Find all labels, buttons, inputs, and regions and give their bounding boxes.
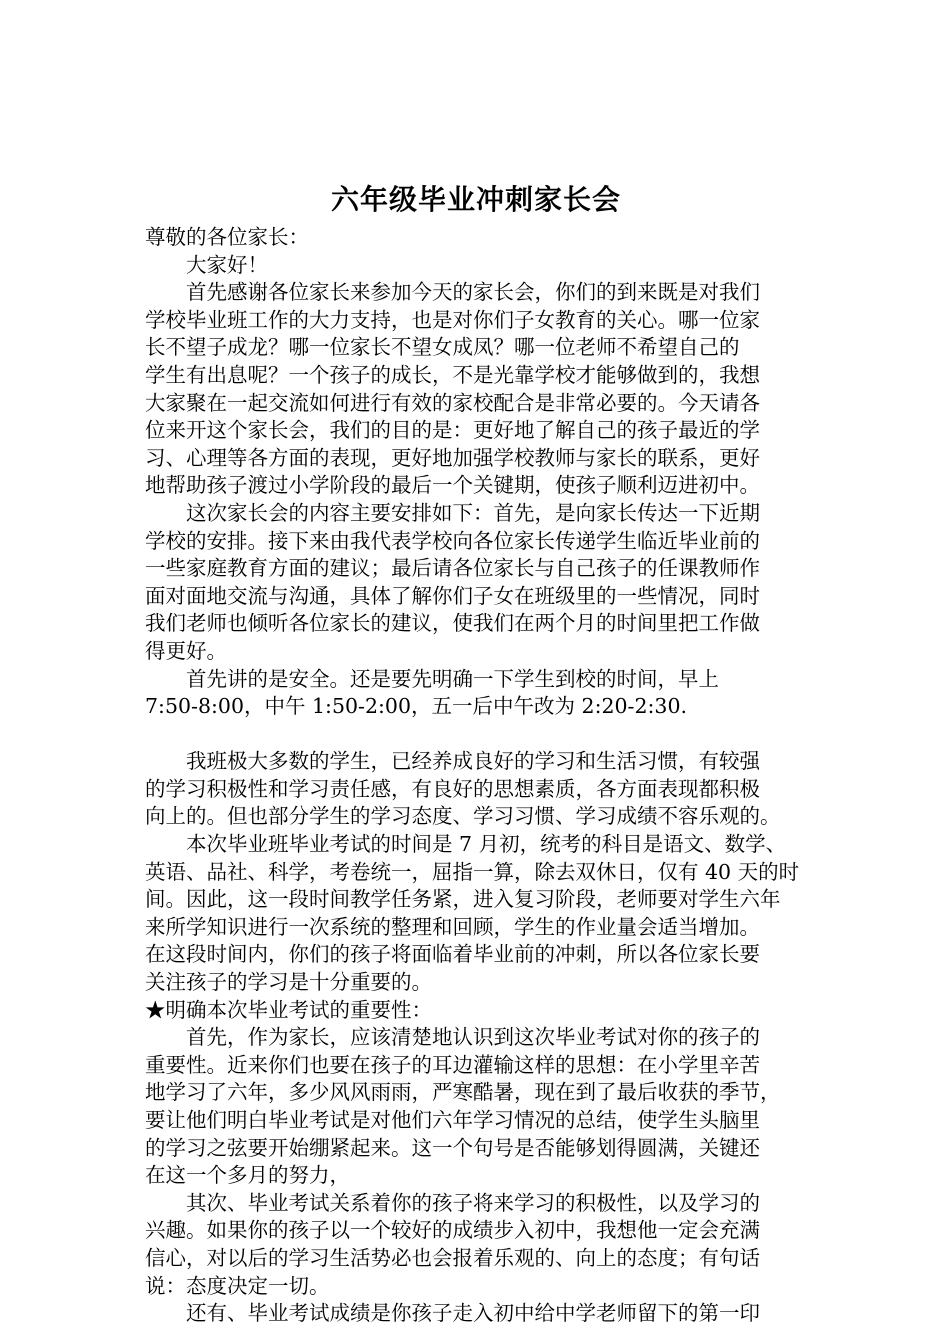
text-line: 说：态度决定一切。 <box>145 1273 330 1298</box>
text-line: 面对面地交流与沟通，具体了解你们子女在班级里的一些情况，同时 <box>145 583 760 608</box>
text-line: 学校的安排。接下来由我代表学校向各位家长传递学生临近毕业前的 <box>145 528 760 553</box>
document-body <box>145 224 807 1328</box>
text-line: 学校毕业班工作的大力支持，也是对你们子女教育的关心。哪一位家 <box>145 307 760 332</box>
text-line: 习、心理等各方面的表现，更好地加强学校教师与家长的联系，更好 <box>145 445 760 470</box>
text-line: 关注孩子的学习是十分重要的。 <box>145 970 432 995</box>
text-line: 我班极大多数的学生，已经养成良好的学习和生活习惯，有较强 <box>145 749 760 774</box>
text-line: 7:50-8:00，中午 1:50-2:00，五一后中午改为 2:20-2:30. <box>145 694 688 719</box>
text-line: 兴趣。如果你的孩子以一个较好的成绩步入初中，我想他一定会充满 <box>145 1218 760 1243</box>
text-line: 的学习积极性和学习责任感，有良好的思想素质，各方面表现都积极 <box>145 776 760 801</box>
text-line: 本次毕业班毕业考试的时间是 7 月初，统考的科目是语文、数学、 <box>145 832 787 857</box>
text-line: 这次家长会的内容主要安排如下：首先，是向家长传达一下近期 <box>145 500 760 525</box>
text-line: 来所学知识进行一次系统的整理和回顾，学生的作业量会适当增加。 <box>145 914 760 939</box>
text-line: 首先感谢各位家长来参加今天的家长会，你们的到来既是对我们 <box>145 280 760 305</box>
text-line: 我们老师也倾听各位家长的建议，使我们在两个月的时间里把工作做 <box>145 611 760 636</box>
document-page <box>145 178 807 1328</box>
text-line: 地学习了六年，多少风风雨雨，严寒酷暑，现在到了最后收获的季节， <box>145 1080 781 1105</box>
text-line: 在这一个多月的努力， <box>145 1163 350 1188</box>
text-line: 地帮助孩子渡过小学阶段的最后一个关键期，使孩子顺利迈进初中。 <box>145 473 760 498</box>
text-line: 大家聚在一起交流如何进行有效的家校配合是非常必要的。今天请各 <box>145 390 760 415</box>
text-line: 长不望子成龙？哪一位家长不望女成凤？哪一位老师不希望自己的 <box>145 335 740 360</box>
text-line: 重要性。近来你们也要在孩子的耳边灌输这样的思想：在小学里辛苦 <box>145 1052 760 1077</box>
document-title: 六年级毕业冲刺家长会 <box>330 183 621 216</box>
text-line: 在这段时间内，你们的孩子将面临着毕业前的冲刺，所以各位家长要 <box>145 942 760 967</box>
text-line: 要让他们明白毕业考试是对他们六年学习情况的总结，使学生头脑里 <box>145 1108 760 1132</box>
text-line: 大家好！ <box>145 252 268 277</box>
text-line: 还有、毕业考试成绩是你孩子走入初中给中学老师留下的第一印 <box>145 1301 760 1326</box>
blank-line <box>145 721 807 749</box>
text-line: 其次、毕业考试关系着你的孩子将来学习的积极性，以及学习的 <box>145 1190 760 1215</box>
text-line: 英语、品社、科学，考卷统一，屈指一算，除去双休日，仅有 40 天的时 <box>145 859 800 884</box>
text-line: 一些家庭教育方面的建议；最后请各位家长与自己孩子的任课教师作 <box>145 556 760 581</box>
text-line: 的学习之弦要开始绷紧起来。这一个句号是否能够划得圆满，关键还 <box>145 1135 760 1160</box>
text-line: 得更好。 <box>145 638 227 663</box>
text-line: 信心，对以后的学习生活势必也会报着乐观的、向上的态度；有句话 <box>145 1245 760 1270</box>
text-line: 首先，作为家长，应该清楚地认识到这次毕业考试对你的孩子的 <box>145 1025 760 1050</box>
text-line: 首先讲的是安全。还是要先明确一下学生到校的时间，早上 <box>145 666 719 691</box>
text-line: 位来开这个家长会，我们的目的是：更好地了解自己的孩子最近的学 <box>145 418 760 443</box>
text-line: ★明确本次毕业考试的重要性： <box>145 997 432 1022</box>
text-line: 间。因此，这一段时间教学任务紧，进入复习阶段，老师要对学生六年 <box>145 887 781 912</box>
text-line: 尊敬的各位家长： <box>145 225 309 249</box>
text-line: 学生有出息呢？一个孩子的成长，不是光靠学校才能够做到的，我想 <box>145 362 760 387</box>
text-line: 向上的。但也部分学生的学习态度、学习习惯、学习成绩不容乐观的。 <box>145 804 781 829</box>
